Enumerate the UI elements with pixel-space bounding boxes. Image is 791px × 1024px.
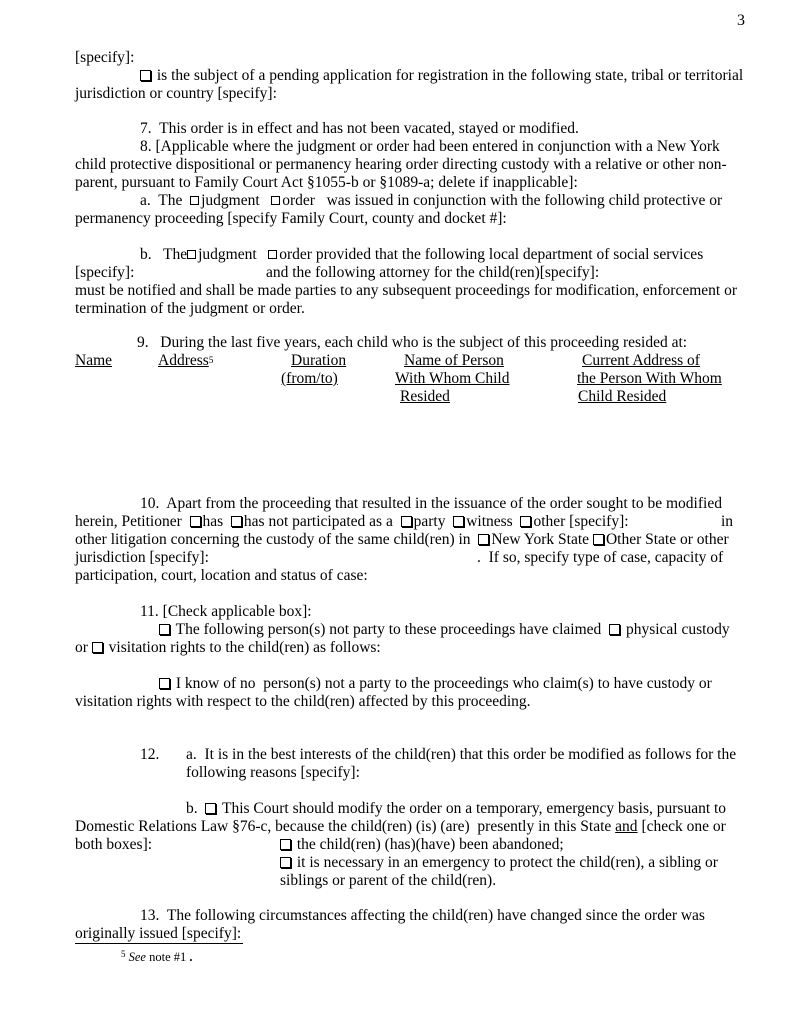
col-header-person-1: Name of Person: [404, 352, 504, 369]
col-header-current-3: Child Resided: [578, 388, 667, 405]
physical-custody-checkbox[interactable]: [609, 624, 620, 635]
section-8b-line-4: termination of the judgment or order.: [75, 300, 305, 317]
col-header-person-3: Resided: [400, 388, 450, 405]
abandoned-checkbox[interactable]: [280, 839, 291, 850]
section-11-option-1: The following person(s) not party to these proceedings have claimed physical custody: [159, 621, 730, 639]
section-12b-line-3: both boxes]:: [75, 836, 153, 853]
section-8-line-3: parent, pursuant to Family Court Act §1055-b or §1089-a; delete if inapplicable]:: [75, 174, 578, 191]
section-10-line-3: other litigation concerning the custody of the same child(ren) in New York State Other State or other: [75, 531, 729, 548]
party-checkbox[interactable]: [401, 516, 412, 527]
8b-judgment-checkbox[interactable]: [187, 250, 196, 259]
section-11-option-2-line-2: visitation rights with respect to the child(ren) affected by this proceeding.: [75, 693, 531, 710]
section-9-intro: 9. During the last five years, each child who is the subject of this proceeding resided at:: [137, 334, 688, 351]
col-header-address: Address$^5$: [158, 352, 214, 369]
section-8-line-2: child protective dispositional or permanency hearing order directing custody with a relative or other non-: [75, 156, 727, 173]
section-8b-specify: [specify]:: [75, 264, 135, 281]
has-not-checkbox[interactable]: [231, 516, 242, 527]
section-12-number: 12.: [140, 746, 160, 763]
specify-label: [specify]:: [75, 49, 135, 66]
section-10-line-4b: . If so, specify type of case, capacity of: [477, 549, 724, 566]
footnote-separator: [75, 943, 243, 944]
has-checkbox[interactable]: [190, 516, 201, 527]
emergency-protect-checkbox[interactable]: [280, 857, 291, 868]
section-7: 7. This order is in effect and has not been vacated, stayed or modified.: [140, 120, 579, 137]
section-12b-option-1: the child(ren) (has)(have) been abandoned;: [280, 836, 564, 854]
other-checkbox[interactable]: [520, 516, 531, 527]
section-8b-line-1: b. The judgment order provided that the following local department of social services: [140, 246, 704, 263]
section-11-option-2: I know of no person(s) not a party to the proceedings who claim(s) to have custody or: [159, 675, 712, 693]
section-8a-line-1: a. The judgment order was issued in conjunction with the following child protective or: [140, 192, 723, 209]
section-12a-line-1: a. It is in the best interests of the child(ren) that this order be modified as follows for the: [186, 746, 737, 763]
section-8b-attorney: and the following attorney for the child(ren)[specify]:: [266, 264, 600, 281]
col-header-name: Name: [75, 352, 113, 369]
section-10-in: in: [721, 513, 734, 530]
claimed-checkbox[interactable]: [159, 624, 170, 635]
col-header-duration-2: (from/to): [281, 370, 338, 387]
witness-checkbox[interactable]: [453, 516, 464, 527]
section-10-line-1: 10. Apart from the proceeding that resulted in the issuance of the order sought to be modified: [140, 495, 722, 512]
pending-application-checkbox[interactable]: [140, 70, 151, 81]
pending-application-line-2: jurisdiction or country [specify]:: [75, 85, 277, 102]
section-13-line-1: 13. The following circumstances affecting the child(ren) have changed since the order was: [140, 907, 705, 924]
new-york-state-checkbox[interactable]: [478, 534, 489, 545]
section-11-heading: 11. [Check applicable box]:: [140, 603, 312, 620]
section-10-line-4a: jurisdiction [specify]:: [75, 549, 209, 566]
page-number: 3: [737, 12, 745, 29]
section-10-line-2: herein, Petitioner has has not participated as a party witness other [specify]:: [75, 513, 629, 530]
section-8a-line-2: permanency proceeding [specify Family Court, county and docket #]:: [75, 210, 507, 227]
section-10-line-5: participation, court, location and status of case:: [75, 567, 368, 584]
section-12b-option-2: it is necessary in an emergency to protect the child(ren), a sibling or: [280, 854, 718, 872]
section-8-line-1: 8. [Applicable where the judgment or order had been entered in conjunction with a New York: [140, 138, 720, 155]
pending-application-line: is the subject of a pending application for registration in the following state, tribal or territorial: [140, 67, 743, 85]
col-header-current-2: the Person With Whom: [577, 370, 722, 387]
section-8b-line-3: must be notified and shall be made parties to any subsequent proceedings for modification, enforcement or: [75, 282, 737, 299]
col-header-current-1: Current Address of: [582, 352, 700, 369]
temporary-emergency-checkbox[interactable]: [205, 803, 216, 814]
col-header-person-2: With Whom Child: [395, 370, 510, 387]
visitation-rights-checkbox[interactable]: [92, 642, 103, 653]
other-state-checkbox[interactable]: [593, 534, 604, 545]
section-12b-option-2-line-2: siblings or parent of the child(ren).: [280, 872, 497, 889]
section-12b-line-2: Domestic Relations Law §76-c, because the child(ren) (is) (are) presently in this State and [check one or: [75, 818, 726, 835]
section-12b-line-1: b. This Court should modify the order on a temporary, emergency basis, pursuant to: [186, 800, 727, 817]
section-12a-line-2: following reasons [specify]:: [186, 764, 360, 781]
8b-order-checkbox[interactable]: [268, 250, 277, 259]
8a-order-checkbox[interactable]: [271, 196, 280, 205]
8a-judgment-checkbox[interactable]: [190, 196, 199, 205]
footnote-5: $^5$ See note #1 .: [121, 949, 193, 964]
footnote-ref-5: 5: [208, 355, 214, 365]
know-of-no-checkbox[interactable]: [159, 678, 170, 689]
section-11-option-1-line-2: or visitation rights to the child(ren) as follows:: [75, 639, 381, 656]
section-13-line-2: originally issued [specify]:: [75, 925, 242, 942]
col-header-duration-1: Duration: [291, 352, 347, 369]
